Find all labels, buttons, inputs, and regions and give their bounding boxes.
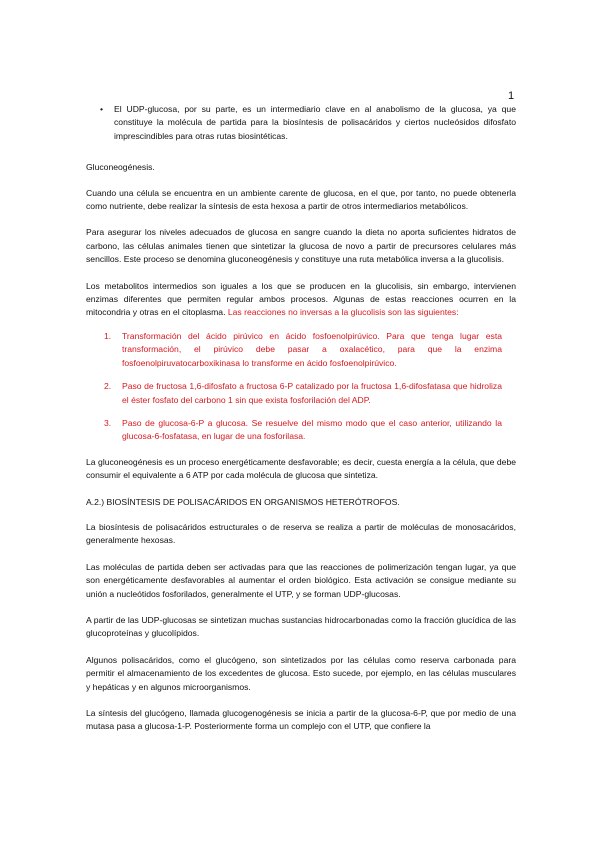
paragraph-4: La gluconeogénesis es un proceso energéticamente desfavorable; es decir, cuesta energía a la célula, que debe consumir el equivalente a 6 ATP por cada molécula de glucosa que sintetiza. — [86, 456, 516, 481]
bullet-text: El UDP-glucosa, por su parte, es un intermediario clave en al anabolismo de la glucosa, ya que constituye la molécula de partida para la biosíntesis de polisacáridos y ciertos nucleósidos difosfato imprescindibles para otras rutas biosintéticas. — [114, 104, 516, 141]
paragraph-3-highlight: Las reacciones no inversas a la glucolisis son las siguientes: — [227, 307, 459, 318]
paragraph-8: Algunos polisacáridos, como el glucógeno, son sintetizados por las células como reserva carbonada para permitir el almacenamiento de los excedentes de glucosa. Esto sucede, por ejemplo, en las células musculares y hepáticas y en algunos microorganismos. — [86, 654, 516, 692]
section-heading-a2: A.2.) BIOSÍNTESIS DE POLISACÁRIDOS EN ORGANISMOS HETERÓTROFOS. — [86, 496, 400, 507]
paragraph-3 — [86, 280, 516, 320]
section-heading-gluconeogenesis: Gluconeogénesis. — [86, 162, 155, 173]
paragraph-7: A partir de las UDP-glucosas se sintetizan muchas sustancias hidrocarbonadas como la fracción glucídica de las glucoproteínas y glucolípidos. — [86, 614, 516, 639]
list-item-number: 3. — [104, 417, 112, 428]
list-item — [86, 330, 516, 370]
reactions-list — [86, 330, 516, 444]
paragraph-9: La síntesis del glucógeno, llamada glucogenogénesis se inicia a partir de la glucosa-6-P, que por medio de una mutasa pasa a glucosa-1-P. Posteriormente forma un complejo con el UTP, que confiere la — [86, 708, 516, 732]
document-body — [86, 103, 516, 734]
list-item — [86, 417, 516, 444]
paragraph-5: La biosíntesis de polisacáridos estructurales o de reserva se realiza a partir de moléculas de monosacáridos, generalmente hexosas. — [86, 521, 516, 546]
paragraph-1: Cuando una célula se encuentra en un ambiente carente de glucosa, en el que, por tanto, no puede obtenerla como nutriente, debe realizar la síntesis de esta hexosa a partir de otros intermediarios metabólicos. — [86, 187, 516, 212]
paragraph-3-text: Los metabolitos intermedios son iguales a los que se producen en la glucolisis, sin embargo, intervienen enzimas diferentes que permiten regular ambos procesos. Algunas de estas reacciones ocurren en la mitocondria y otras en el citoplasma. — [86, 280, 516, 318]
list-item-number: 1. — [104, 330, 112, 341]
list-item — [86, 380, 516, 407]
list-item-text: Paso de glucosa-6-P a glucosa. Se resuelve del mismo modo que el caso anterior, utilizando la glucosa-6-fosfatasa, en lugar de una fosforilasa. — [122, 417, 502, 442]
list-item-text: Transformación del ácido pirúvico en ácido fosfoenolpirúvico. Para que tenga lugar esta transformación, el pirúvico debe pasar a oxalacético, para que la enzima fosfoenolpiruvatocarboxikinasa lo transforme en ácido fosfoenolpirúvico. — [122, 330, 502, 368]
bullet-marker: • — [100, 104, 104, 114]
page-number: 1 — [508, 90, 515, 102]
list-item-number: 2. — [104, 381, 112, 392]
bullet-item-udp-glucosa — [82, 103, 516, 143]
list-item-text: Paso de fructosa 1,6-difosfato a fructosa 6-P catalizado por la fructosa 1,6-difosfatasa que hidroliza el éster fosfato del carbono 1 sin que exista fosforilación del ADP. — [122, 381, 502, 405]
paragraph-6: Las moléculas de partida deben ser activadas para que las reacciones de polimerización tengan lugar, ya que son energéticamente desfavorables al aumentar el orden biológico. Esta activación se consigue mediante su unión a nucleótidos fosforilados, generalmente el UTP, y se forman UDP-glucosas. — [86, 561, 516, 599]
paragraph-2: Para asegurar los niveles adecuados de glucosa en sangre cuando la dieta no aporta suficientes hidratos de carbono, las células animales tienen que sintetizar la glucosa de novo a partir de precursores celulares más sencillos. Este proceso se denomina gluconeogénesis y constituye una ruta metabólica inversa a la glucolisis. — [86, 227, 516, 265]
